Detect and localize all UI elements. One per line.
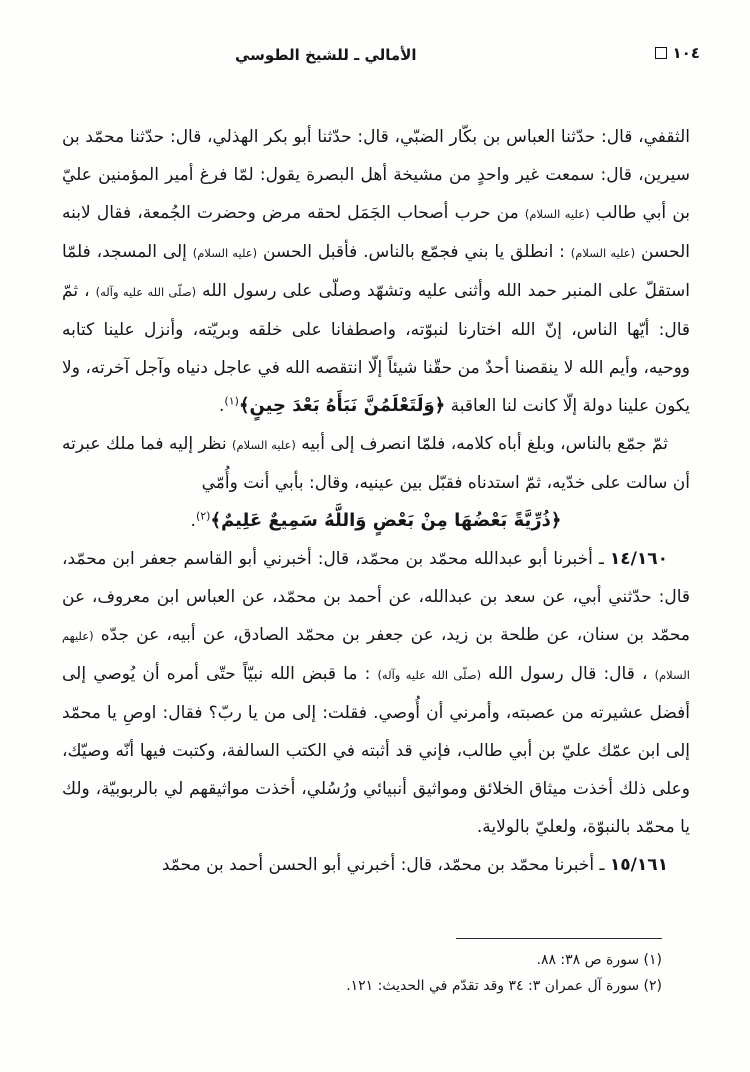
text-run: . [219,396,225,416]
text-run: ، قال: قال رسول الله [481,664,648,684]
page-header [62,44,700,70]
honorific: (عليه السلام) [524,207,590,221]
honorific: (عليه السلام) [192,246,258,260]
footnote-reference: (١) [224,394,239,408]
quran-verse: ﴿وَلَتَعْلَمُنَّ نَبَأَهُ بَعْدَ حِينٍ﴾ [238,395,446,416]
honorific: (عليهم السلام) [62,629,690,682]
text-run: : ما قبض الله نبيّاً حتّى أمره أن يُوصي إلى أفضل عشيرته من عصبته، وأمرني أن أُوصي. فقلت: إلى من يا ربّ؟ فقال: اوصِ يا محمّد إلى ابن عمّك عليّ بن أبي طالب، فإني قد أثبته في الكتب السالفة، وكتبت فيها أنّه وصيّك، وعلى ذلك أخذت ميثاق الخلائق ومواثيق أنبيائي ورُسُلي، أخذت مواثيقهم لي بالربوبيّة، ولك يا محمّد بالنبوّة، ولعليّ بالولاية. [62,664,690,837]
paragraph [62,425,690,502]
text-run: الثقفي، قال: حدّثنا العباس بن بكّار الضبّي، قال: حدّثنا أبو بكر الهذلي، قال: حدّثنا محمّد بن سيرين، قال: سمعت غير واحدٍ من مشيخة أهل البصرة يقول: لمّا فرغ أمير المؤمنين عليّ بن أبي طالب [62,127,690,223]
book-title: الأمالي ـ للشيخ الطوسي [235,46,417,64]
text-run: نظر إليه فما ملك عبرته أن سالت على خدّيه، ثمّ استدناه فقبّل بين عينيه، وقال: بأبي أنت وأُمّي [62,434,690,493]
text-run: ثمّ جمّع بالناس، وبلغ أباه كلامه، فلمّا انصرف إلى أبيه [295,434,668,454]
quran-verse: ﴿ذُرِّيَّةً بَعْضُهَا مِنْ بَعْضٍ وَاللَّهُ سَمِيعٌ عَلِيمٌ﴾ [210,510,562,531]
text-run: ـ أخبرنا محمّد بن محمّد، قال: أخبرني أبو الحسن أحمد بن محمّد [161,855,610,875]
paragraph-continuation [62,118,690,425]
hadith-number: ١٤/١٦٠ [609,549,668,569]
hadith-paragraph [62,846,690,884]
footnote-divider [456,938,662,939]
text-run: : انطلق يا بني فجمّع بالناس. فأقبل الحسن [257,242,565,262]
footnotes-section [62,938,690,999]
page-body [62,118,690,934]
hadith-paragraph [62,540,690,846]
honorific: (صلّى الله عليه وآله) [95,285,197,299]
footnote-reference: (٢) [195,509,211,523]
text-run: إلى المسجد، فلمّا استقلّ على المنبر حمد الله وأثنى عليه وتشهّد وصلّى على رسول الله [62,242,690,301]
square-outline-icon [655,47,667,59]
centered-verse-line [62,502,690,540]
honorific: (عليه السلام) [232,438,296,452]
footnote: (١) سورة ص ٣٨: ٨٨. [536,952,662,968]
page-number: ١٠٤ [672,44,700,62]
hadith-number: ١٥/١٦١ [609,855,668,875]
page-number-group [655,44,700,62]
honorific: (صلّى الله عليه وآله) [377,668,482,682]
text-run: ـ أخبرنا أبو عبدالله محمّد بن محمّد، قال: أخبرني أبو القاسم جعفر ابن محمّد، قال: حدّثني أبي، عن سعد بن عبدالله، عن أحمد بن محمّد، عن العباس ابن معروف، عن محمّد بن سنان، عن طلحة بن زيد، عن جعفر بن محمّد الصادق، عن أبيه، عن جدّه [62,549,690,645]
text-run: . [190,511,196,531]
footnote: (٢) سورة آل عمران ٣: ٣٤ وقد تقدّم في الحديث: ١٢١. [346,978,662,994]
text-run: من حرب أصحاب الجَمَل لحقه مرض وحضرت الجُمعة، فقال لابنه الحسن [62,203,690,262]
honorific: (عليه السلام) [570,246,636,260]
text-run: ، ثمّ قال: أيّها الناس، إنّ الله اختارنا لنبوّته، واصطفانا على خلقه وبريّته، وأنزل علينا كتابه ووحيه، وأيم الله لا ينقصنا أحدٌ من حقّنا شيئاً إلّا انتقصه الله في عاجل دنياه وآجل آخرته، ولا يكون علينا دولة إلّا كانت لنا العاقبة [62,281,690,416]
